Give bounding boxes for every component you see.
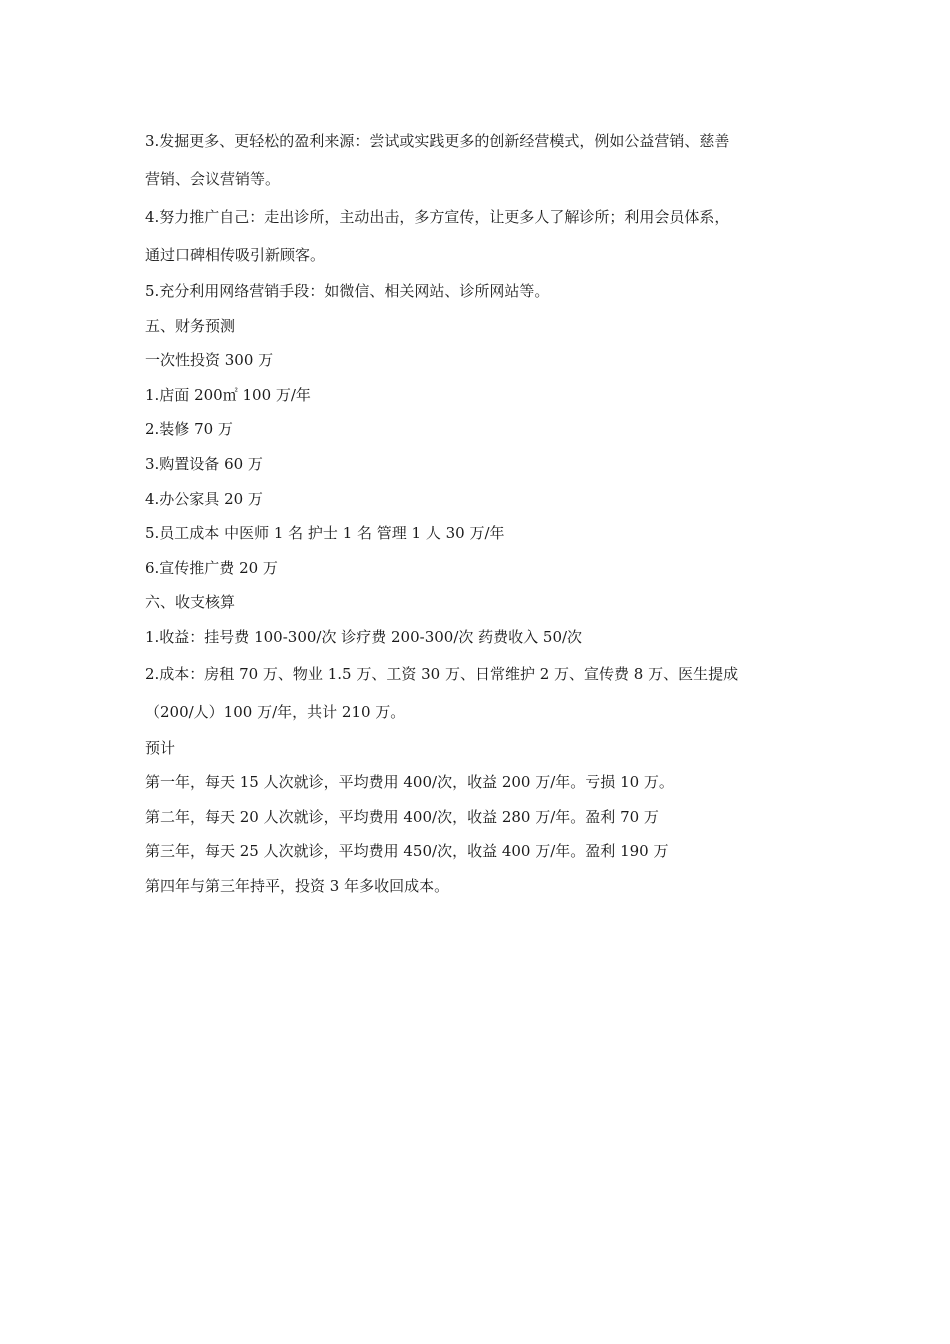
text-line: 第三年，每天 25 人次就诊，平均费用 450/次，收益 400 万/年。盈利 190 万 bbox=[145, 842, 669, 861]
text-line: 1.店面 200㎡ 100 万/年 bbox=[145, 385, 311, 404]
text-line: 3.发掘更多、更轻松的盈利来源：尝试或实践更多的创新经营模式，例如公益营销、慈善 bbox=[145, 132, 730, 150]
text-line: （200/人）100 万/年，共计 210 万。 bbox=[145, 702, 406, 721]
text-line: 6.宣传推广费 20 万 bbox=[145, 558, 278, 577]
text-line: 第二年，每天 20 人次就诊，平均费用 400/次，收益 280 万/年。盈利 70 万 bbox=[145, 807, 659, 826]
section-heading: 五、财务预测 bbox=[145, 316, 236, 335]
text-line: 第一年，每天 15 人次就诊，平均费用 400/次，收益 200 万/年。亏损 10 万。 bbox=[145, 773, 674, 792]
text-line: 4.努力推广自己：走出诊所，主动出击，多方宣传，让更多人了解诊所；利用会员体系， bbox=[145, 208, 730, 226]
text-line: 第四年与第三年持平，投资 3 年多收回成本。 bbox=[145, 876, 450, 895]
text-line: 5.充分利用网络营销手段：如微信、相关网站、诊所网站等。 bbox=[145, 282, 550, 300]
text-line: 营销、会议营销等。 bbox=[145, 170, 281, 188]
text-line: 4.办公家具 20 万 bbox=[145, 489, 263, 508]
text-line: 2.装修 70 万 bbox=[145, 420, 233, 439]
text-line: 通过口碑相传吸引新顾客。 bbox=[145, 246, 326, 264]
text-line: 预计 bbox=[145, 738, 176, 757]
section-heading: 六、收支核算 bbox=[145, 593, 236, 612]
document-body bbox=[145, 122, 810, 904]
text-line: 3.购置设备 60 万 bbox=[145, 454, 263, 473]
text-line: 2.成本：房租 70 万、物业 1.5 万、工资 30 万、日常维护 2 万、宣传费 8 万、医生提成 bbox=[145, 664, 739, 683]
text-line: 1.收益：挂号费 100-300/次 诊疗费 200-300/次 药费收入 50/次 bbox=[145, 627, 583, 646]
text-line: 5.员工成本 中医师 1 名 护士 1 名 管理 1 人 30 万/年 bbox=[145, 524, 505, 543]
text-line: 一次性投资 300 万 bbox=[145, 351, 274, 370]
